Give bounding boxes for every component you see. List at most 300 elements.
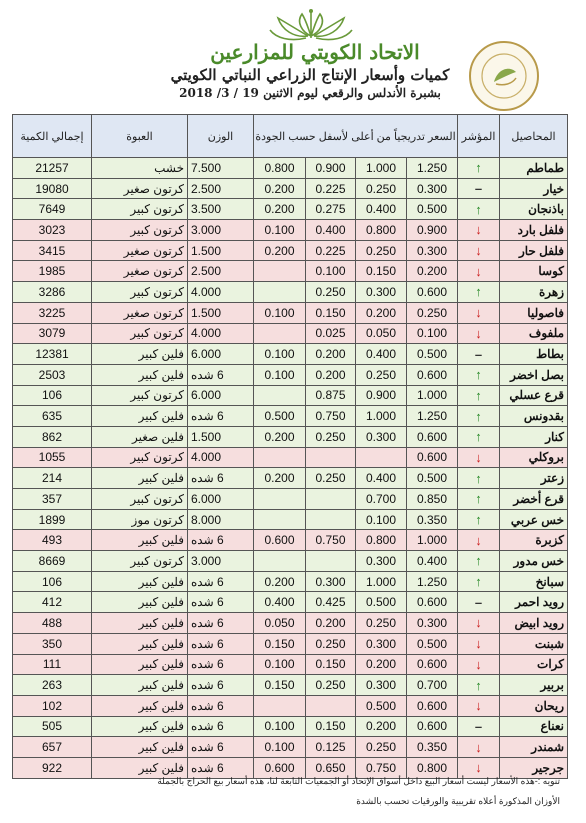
price-cell xyxy=(254,385,306,406)
total-quantity-cell: 635 xyxy=(13,406,92,427)
crop-name-cell: نعناع xyxy=(500,716,568,737)
package-cell: فلين كبير xyxy=(92,757,188,778)
price-cell: 0.900 xyxy=(407,220,458,241)
package-cell: فلين كبير xyxy=(92,654,188,675)
price-cell: 0.700 xyxy=(407,675,458,696)
total-quantity-cell: 3286 xyxy=(13,282,92,303)
package-cell: فلين كبير xyxy=(92,633,188,654)
weight-cell: 6 شده xyxy=(188,468,254,489)
total-quantity-cell: 1899 xyxy=(13,509,92,530)
price-cell: 0.150 xyxy=(356,261,407,282)
table-row xyxy=(13,199,568,220)
trend-down-icon: ↓ xyxy=(458,240,500,261)
price-cell: 0.200 xyxy=(356,302,407,323)
price-cell: 0.250 xyxy=(407,302,458,323)
weight-cell: 2.500 xyxy=(188,178,254,199)
weight-cell: 3.000 xyxy=(188,551,254,572)
total-quantity-cell: 1985 xyxy=(13,261,92,282)
price-cell: 1.000 xyxy=(407,385,458,406)
price-cell: 0.900 xyxy=(306,158,356,179)
trend-flat-icon: – xyxy=(458,592,500,613)
trend-up-icon: ↑ xyxy=(458,199,500,220)
weight-cell: 6 شده xyxy=(188,633,254,654)
table-row xyxy=(13,344,568,365)
weight-cell: 8.000 xyxy=(188,509,254,530)
price-cell: 0.250 xyxy=(306,282,356,303)
price-cell xyxy=(306,695,356,716)
package-cell: كرتون صغير xyxy=(92,302,188,323)
package-cell: فلين صغير xyxy=(92,426,188,447)
weight-cell: 4.000 xyxy=(188,447,254,468)
package-cell: فلين كبير xyxy=(92,344,188,365)
total-quantity-cell: 657 xyxy=(13,737,92,758)
package-cell: كرتون كبير xyxy=(92,489,188,510)
price-cell: 0.200 xyxy=(254,426,306,447)
trend-up-icon: ↑ xyxy=(458,426,500,447)
table-row xyxy=(13,240,568,261)
table-header-row xyxy=(13,115,568,158)
package-cell: كرتون صغير xyxy=(92,178,188,199)
package-cell: فلين كبير xyxy=(92,406,188,427)
price-cell xyxy=(254,261,306,282)
weight-cell: 6 شده xyxy=(188,571,254,592)
crop-name-cell: ريحان xyxy=(500,695,568,716)
price-cell: 0.300 xyxy=(407,240,458,261)
weight-cell: 1.500 xyxy=(188,426,254,447)
price-cell: 0.100 xyxy=(356,509,407,530)
table-row xyxy=(13,468,568,489)
crop-name-cell: بصل اخضر xyxy=(500,364,568,385)
crop-name-cell: فاصوليا xyxy=(500,302,568,323)
weight-cell: 6 شده xyxy=(188,364,254,385)
price-cell: 0.100 xyxy=(254,364,306,385)
price-cell: 0.600 xyxy=(254,530,306,551)
trend-down-icon: ↓ xyxy=(458,737,500,758)
column-header-crop: المحاصيل xyxy=(500,115,568,158)
table-row xyxy=(13,592,568,613)
total-quantity-cell: 263 xyxy=(13,675,92,696)
price-cell: 1.000 xyxy=(356,571,407,592)
crop-name-cell: زهرة xyxy=(500,282,568,303)
package-cell: كرتون كبير xyxy=(92,199,188,220)
table-row xyxy=(13,385,568,406)
table-row xyxy=(13,261,568,282)
trend-down-icon: ↓ xyxy=(458,654,500,675)
total-quantity-cell: 3415 xyxy=(13,240,92,261)
table-row xyxy=(13,551,568,572)
trend-up-icon: ↑ xyxy=(458,468,500,489)
total-quantity-cell: 505 xyxy=(13,716,92,737)
crop-name-cell: كنار xyxy=(500,426,568,447)
package-cell: كرتون كبير xyxy=(92,323,188,344)
crop-name-cell: رويد ابيض xyxy=(500,613,568,634)
weight-cell: 6 شده xyxy=(188,675,254,696)
price-cell: 0.225 xyxy=(306,240,356,261)
price-cell: 0.150 xyxy=(306,654,356,675)
price-cell: 0.100 xyxy=(407,323,458,344)
crop-name-cell: شبنت xyxy=(500,633,568,654)
trend-up-icon: ↑ xyxy=(458,509,500,530)
price-cell xyxy=(254,695,306,716)
price-cell: 0.100 xyxy=(306,261,356,282)
crop-name-cell: خيار xyxy=(500,178,568,199)
crop-name-cell: زعتر xyxy=(500,468,568,489)
total-quantity-cell: 106 xyxy=(13,385,92,406)
price-cell: 0.600 xyxy=(407,364,458,385)
weight-cell: 1.500 xyxy=(188,240,254,261)
price-cell: 0.025 xyxy=(306,323,356,344)
price-cell: 0.300 xyxy=(356,282,407,303)
price-cell: 0.750 xyxy=(306,406,356,427)
price-cell: 0.200 xyxy=(306,344,356,365)
price-cell: 1.250 xyxy=(407,158,458,179)
trend-down-icon: ↓ xyxy=(458,302,500,323)
crop-name-cell: كوسا xyxy=(500,261,568,282)
price-cell: 0.600 xyxy=(254,757,306,778)
price-cell: 0.250 xyxy=(306,426,356,447)
price-cell: 0.500 xyxy=(407,344,458,365)
crop-name-cell: باذنجان xyxy=(500,199,568,220)
price-cell xyxy=(254,551,306,572)
total-quantity-cell: 106 xyxy=(13,571,92,592)
package-cell: فلين كبير xyxy=(92,530,188,551)
table-row xyxy=(13,716,568,737)
weight-cell: 6 شده xyxy=(188,530,254,551)
table-row xyxy=(13,364,568,385)
table-row xyxy=(13,675,568,696)
package-cell: خشب xyxy=(92,158,188,179)
package-cell: فلين كبير xyxy=(92,364,188,385)
price-cell: 0.600 xyxy=(407,592,458,613)
crop-name-cell: بطاط xyxy=(500,344,568,365)
table-row xyxy=(13,302,568,323)
price-cell: 0.400 xyxy=(407,551,458,572)
total-quantity-cell: 3023 xyxy=(13,220,92,241)
trend-up-icon: ↑ xyxy=(458,158,500,179)
trend-down-icon: ↓ xyxy=(458,613,500,634)
price-cell: 0.400 xyxy=(356,199,407,220)
package-cell: كرتون صغير xyxy=(92,261,188,282)
price-cell: 0.250 xyxy=(306,675,356,696)
crop-name-cell: سبانخ xyxy=(500,571,568,592)
package-cell: كرتون كبير xyxy=(92,385,188,406)
trend-down-icon: ↓ xyxy=(458,220,500,241)
trend-flat-icon: – xyxy=(458,178,500,199)
weight-cell: 6.000 xyxy=(188,489,254,510)
price-cell: 0.300 xyxy=(356,633,407,654)
weight-cell: 6 شده xyxy=(188,757,254,778)
price-cell: 0.500 xyxy=(356,695,407,716)
price-cell: 0.150 xyxy=(306,302,356,323)
crop-name-cell: كرات xyxy=(500,654,568,675)
price-cell: 0.125 xyxy=(306,737,356,758)
weight-cell: 6 شده xyxy=(188,695,254,716)
price-cell: 0.600 xyxy=(407,654,458,675)
price-cell: 0.750 xyxy=(356,757,407,778)
price-cell: 0.500 xyxy=(254,406,306,427)
weight-cell: 4.000 xyxy=(188,282,254,303)
price-cell: 0.250 xyxy=(306,633,356,654)
price-cell: 0.100 xyxy=(254,220,306,241)
price-cell: 0.600 xyxy=(407,447,458,468)
table-row xyxy=(13,489,568,510)
package-cell: كرتون موز xyxy=(92,509,188,530)
crop-name-cell: فلفل بارد xyxy=(500,220,568,241)
footnote-weights: الأوزان المذكورة أعلاه تقريبية والورقيات تحسب بالشدة xyxy=(356,796,560,806)
table-row xyxy=(13,426,568,447)
price-cell xyxy=(254,323,306,344)
total-quantity-cell: 102 xyxy=(13,695,92,716)
total-quantity-cell: 922 xyxy=(13,757,92,778)
price-cell: 1.250 xyxy=(407,571,458,592)
price-cell: 0.200 xyxy=(407,261,458,282)
package-cell: كرتون صغير xyxy=(92,240,188,261)
price-cell: 0.875 xyxy=(306,385,356,406)
crop-name-cell: بربير xyxy=(500,675,568,696)
trend-down-icon: ↓ xyxy=(458,757,500,778)
trend-up-icon: ↑ xyxy=(458,551,500,572)
prices-table xyxy=(12,114,568,779)
package-cell: فلين كبير xyxy=(92,675,188,696)
crop-name-cell: ملفوف xyxy=(500,323,568,344)
price-cell xyxy=(306,489,356,510)
total-quantity-cell: 350 xyxy=(13,633,92,654)
total-quantity-cell: 3225 xyxy=(13,302,92,323)
total-quantity-cell: 12381 xyxy=(13,344,92,365)
trend-up-icon: ↑ xyxy=(458,571,500,592)
price-cell: 0.650 xyxy=(306,757,356,778)
table-row xyxy=(13,613,568,634)
page-header xyxy=(0,0,586,112)
price-cell: 0.850 xyxy=(407,489,458,510)
price-cell: 0.425 xyxy=(306,592,356,613)
column-header-indicator: المؤشر xyxy=(458,115,500,158)
weight-cell: 6 شده xyxy=(188,716,254,737)
price-cell: 0.200 xyxy=(306,364,356,385)
trend-down-icon: ↓ xyxy=(458,633,500,654)
weight-cell: 7.500 xyxy=(188,158,254,179)
package-cell: فلين كبير xyxy=(92,613,188,634)
price-cell: 0.400 xyxy=(254,592,306,613)
package-cell: فلين كبير xyxy=(92,571,188,592)
crop-name-cell: جرجير xyxy=(500,757,568,778)
price-cell: 0.500 xyxy=(356,592,407,613)
price-cell xyxy=(306,551,356,572)
price-cell xyxy=(306,447,356,468)
package-cell: كرتون كبير xyxy=(92,447,188,468)
price-cell: 1.250 xyxy=(407,406,458,427)
price-cell: 0.750 xyxy=(306,530,356,551)
package-cell: فلين كبير xyxy=(92,592,188,613)
package-cell: فلين كبير xyxy=(92,468,188,489)
total-quantity-cell: 488 xyxy=(13,613,92,634)
trend-up-icon: ↑ xyxy=(458,385,500,406)
report-date: بشبرة الأندلس والرقعي ليوم الاثنين 19 / 3/ 2018 xyxy=(179,86,441,100)
weight-cell: 6.000 xyxy=(188,385,254,406)
package-cell: كرتون كبير xyxy=(92,282,188,303)
price-cell: 0.350 xyxy=(407,737,458,758)
price-cell: 0.300 xyxy=(306,571,356,592)
weight-cell: 1.500 xyxy=(188,302,254,323)
table-row xyxy=(13,158,568,179)
table-row xyxy=(13,654,568,675)
federation-emblem-icon xyxy=(466,38,542,114)
price-cell xyxy=(254,509,306,530)
table-row xyxy=(13,447,568,468)
price-cell: 0.600 xyxy=(407,695,458,716)
price-cell: 0.250 xyxy=(356,737,407,758)
trend-down-icon: ↓ xyxy=(458,261,500,282)
price-cell: 0.200 xyxy=(306,613,356,634)
price-cell: 0.400 xyxy=(356,344,407,365)
crop-name-cell: بقدونس xyxy=(500,406,568,427)
crop-name-cell: بروكلي xyxy=(500,447,568,468)
package-cell: فلين كبير xyxy=(92,737,188,758)
trend-up-icon: ↑ xyxy=(458,489,500,510)
column-header-prices: السعر تدريجياً من أعلى لأسفل حسب الجودة xyxy=(254,115,458,158)
trend-up-icon: ↑ xyxy=(458,406,500,427)
table-row xyxy=(13,220,568,241)
price-cell: 0.800 xyxy=(356,530,407,551)
price-cell xyxy=(254,447,306,468)
price-cell: 0.150 xyxy=(306,716,356,737)
price-cell: 0.300 xyxy=(356,675,407,696)
total-quantity-cell: 7649 xyxy=(13,199,92,220)
weight-cell: 6 شده xyxy=(188,613,254,634)
table-row xyxy=(13,737,568,758)
total-quantity-cell: 21257 xyxy=(13,158,92,179)
trend-flat-icon: – xyxy=(458,344,500,365)
price-cell: 0.600 xyxy=(407,282,458,303)
weight-cell: 3.000 xyxy=(188,220,254,241)
price-cell: 1.000 xyxy=(356,158,407,179)
trend-up-icon: ↑ xyxy=(458,282,500,303)
table-row xyxy=(13,406,568,427)
total-quantity-cell: 862 xyxy=(13,426,92,447)
total-quantity-cell: 2503 xyxy=(13,364,92,385)
table-row xyxy=(13,323,568,344)
trend-down-icon: ↓ xyxy=(458,530,500,551)
price-cell: 0.600 xyxy=(407,426,458,447)
price-cell xyxy=(306,509,356,530)
column-header-package: العبوة xyxy=(92,115,188,158)
price-cell: 0.200 xyxy=(356,716,407,737)
table-body xyxy=(13,158,568,779)
crop-name-cell: فلفل حار xyxy=(500,240,568,261)
price-cell: 0.800 xyxy=(407,757,458,778)
total-quantity-cell: 19080 xyxy=(13,178,92,199)
price-cell: 0.400 xyxy=(306,220,356,241)
table-row xyxy=(13,633,568,654)
trend-down-icon: ↓ xyxy=(458,447,500,468)
crop-name-cell: خس عربي xyxy=(500,509,568,530)
trend-up-icon: ↑ xyxy=(458,364,500,385)
price-cell: 0.300 xyxy=(407,613,458,634)
table-row xyxy=(13,695,568,716)
price-cell: 0.500 xyxy=(407,468,458,489)
price-cell: 0.050 xyxy=(356,323,407,344)
column-header-weight: الوزن xyxy=(188,115,254,158)
trend-down-icon: ↓ xyxy=(458,695,500,716)
crop-name-cell: كزبرة xyxy=(500,530,568,551)
crop-name-cell: رويد احمر xyxy=(500,592,568,613)
price-cell xyxy=(356,447,407,468)
price-cell: 0.900 xyxy=(356,385,407,406)
price-cell: 0.100 xyxy=(254,344,306,365)
price-cell: 0.250 xyxy=(356,364,407,385)
price-cell: 0.100 xyxy=(254,737,306,758)
price-cell: 0.250 xyxy=(356,178,407,199)
price-cell: 0.050 xyxy=(254,613,306,634)
price-cell: 0.150 xyxy=(254,675,306,696)
footnotes xyxy=(20,776,560,816)
price-cell: 0.250 xyxy=(356,613,407,634)
price-cell: 0.300 xyxy=(356,551,407,572)
crop-name-cell: قرع عسلي xyxy=(500,385,568,406)
weight-cell: 6.000 xyxy=(188,344,254,365)
trend-down-icon: ↓ xyxy=(458,323,500,344)
price-cell: 0.250 xyxy=(356,240,407,261)
price-cell: 0.200 xyxy=(254,178,306,199)
price-cell xyxy=(254,282,306,303)
weight-cell: 4.000 xyxy=(188,323,254,344)
total-quantity-cell: 3079 xyxy=(13,323,92,344)
crop-name-cell: طماطم xyxy=(500,158,568,179)
weight-cell: 6 شده xyxy=(188,737,254,758)
weight-cell: 6 شده xyxy=(188,654,254,675)
price-cell: 0.500 xyxy=(407,633,458,654)
price-cell: 0.100 xyxy=(254,716,306,737)
total-quantity-cell: 357 xyxy=(13,489,92,510)
price-cell: 0.200 xyxy=(254,571,306,592)
weight-cell: 2.500 xyxy=(188,261,254,282)
crop-name-cell: خس مدور xyxy=(500,551,568,572)
price-cell: 0.200 xyxy=(254,240,306,261)
price-cell: 0.300 xyxy=(407,178,458,199)
weight-cell: 6 شده xyxy=(188,406,254,427)
table-row xyxy=(13,571,568,592)
price-cell: 0.800 xyxy=(356,220,407,241)
price-cell: 0.600 xyxy=(407,716,458,737)
price-cell: 0.100 xyxy=(254,302,306,323)
crop-name-cell: قرع أخضر xyxy=(500,489,568,510)
trend-up-icon: ↑ xyxy=(458,675,500,696)
package-cell: كرتون كبير xyxy=(92,551,188,572)
total-quantity-cell: 412 xyxy=(13,592,92,613)
page-title: الاتحاد الكويتي للمزارعين xyxy=(210,40,420,64)
package-cell: فلين كبير xyxy=(92,695,188,716)
price-cell: 0.800 xyxy=(254,158,306,179)
price-cell: 0.500 xyxy=(407,199,458,220)
total-quantity-cell: 8669 xyxy=(13,551,92,572)
price-cell: 1.000 xyxy=(356,406,407,427)
column-header-total: إجمالي الكمية xyxy=(13,115,92,158)
floral-ornament-icon xyxy=(268,8,354,42)
price-cell: 0.225 xyxy=(306,178,356,199)
total-quantity-cell: 214 xyxy=(13,468,92,489)
weight-cell: 6 شده xyxy=(188,592,254,613)
price-cell: 0.250 xyxy=(306,468,356,489)
total-quantity-cell: 1055 xyxy=(13,447,92,468)
footnote-disclaimer: تنويه :-هذه الأسعار ليست أسعار البيع داخل أسواق الإتحاد أو الجمعيات التابعة لنا، هذه أسعار بيع الحراج بالجملة xyxy=(157,776,560,786)
page-subtitle: كميات وأسعار الإنتاج الزراعي النباتي الكويتي xyxy=(170,66,450,84)
table-row xyxy=(13,530,568,551)
price-cell: 0.400 xyxy=(356,468,407,489)
price-cell: 0.200 xyxy=(356,654,407,675)
price-cell xyxy=(254,489,306,510)
package-cell: فلين كبير xyxy=(92,716,188,737)
table-row xyxy=(13,282,568,303)
